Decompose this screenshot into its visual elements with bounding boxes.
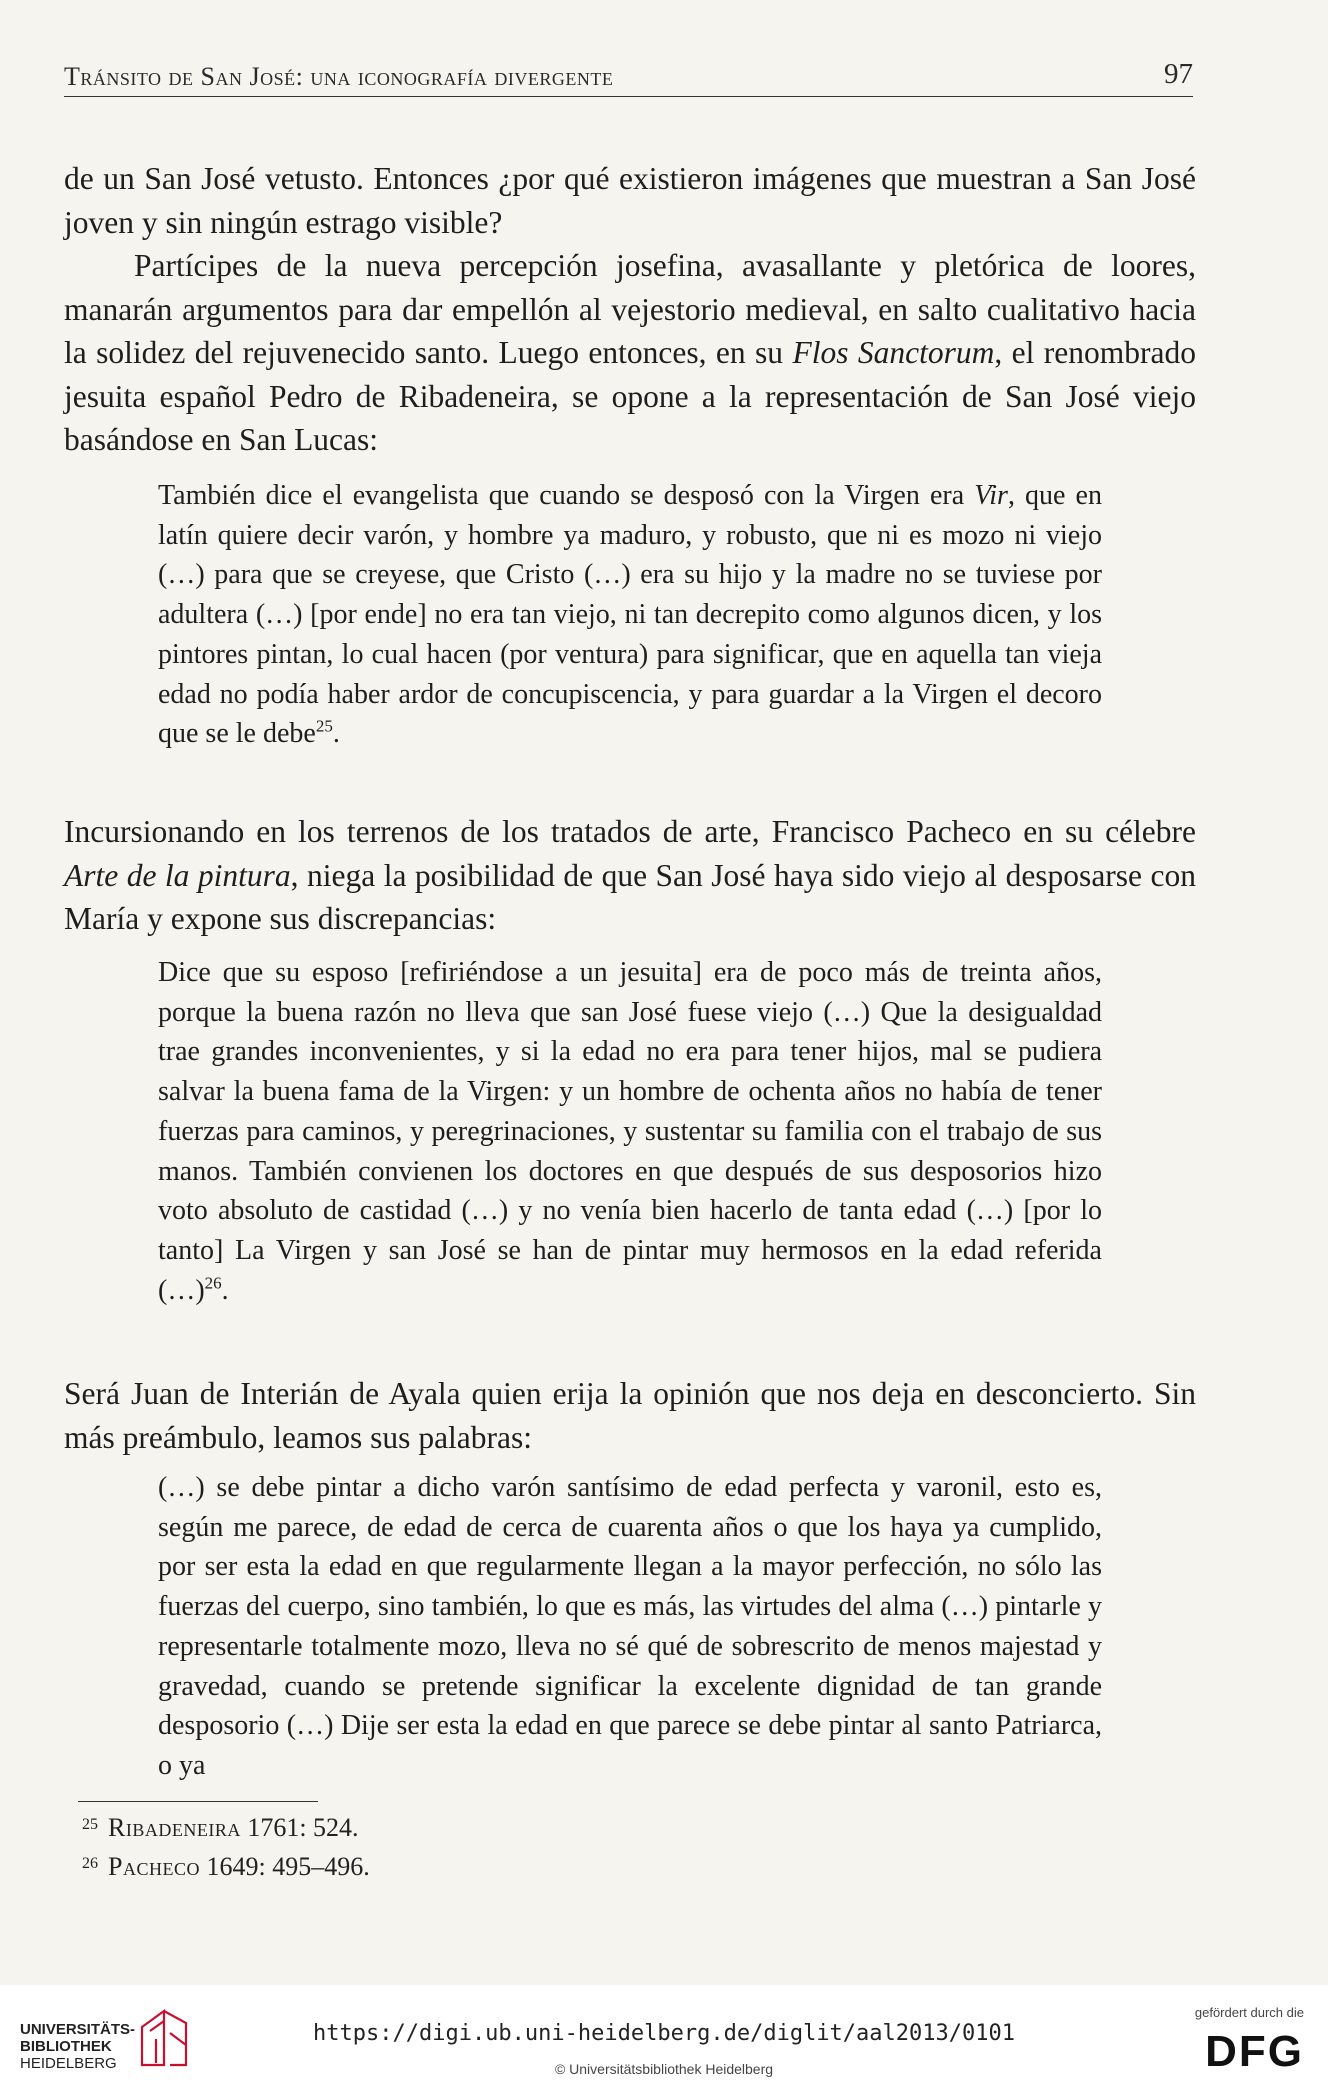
quote-1-text-c: , que en latín quiere decir varón, y hombre ya maduro, y robusto, que ni es mozo ni viejo (…) para que se creyese, que Cristo (…) era su hijo y la madre no se tuviese por adultera (…) [por ende] no era tan viejo, ni tan decrepito como algunos dicen, y los pintores pintan, lo cual hacen (por ventura) para significar, que en aquella tan vieja edad no podía haber ardor de concupiscencia, y para guardar a la Virgen el decoro que se le debe [158,480,1102,750]
footnote-reference: 1649: 495–496. [206,1852,370,1881]
paragraph-2-text-a: Partícipes de la nueva percepción josefina, avasallante y pletórica de loores, manarán argumentos para dar empellón al vejestorio medieval, en salto cualitativo hacia la solidez del rejuvenecido santo. Luego entonces, en su [64,248,1196,371]
viewer-footer [0,1985,1328,2089]
quote-1-end: . [332,718,340,750]
dfg-logo: DFG [1205,2027,1304,2076]
running-title: Tránsito de San José: una iconografía divergente [64,62,614,91]
permalink-url[interactable]: https://digi.ub.uni-heidelberg.de/diglit/aal2013/0101 [313,2021,1015,2046]
running-header [64,56,1193,97]
footnote-ref-26[interactable]: 26 [204,1273,222,1293]
page-number: 97 [1164,58,1193,90]
block-quote-3: (…) se debe pintar a dicho varón santísimo de edad perfecta y varonil, esto es, según me parece, de edad de cerca de cuarenta años o que los haya ya cumplido, por ser esta la edad en que regularmente llegan a la mayor perfección, no sólo las fuerzas del cuerpo, sino también, lo que es más, las virtudes del alma (…) pintarle y representarle totalmente mozo, lleva no sé qué de sobrescrito de menos majestad y gravedad, cuando se pretende significar la excelente dignidad de tan grande desposorio (…) Dije ser esta la edad en que parece se debe pintar al santo Patriarca, o ya [158,1472,1102,1781]
quote-1-latin-term: Vir [974,480,1008,511]
quote-1-text-a: También dice el evangelista que cuando se desposó con la Virgen era [158,480,975,511]
paragraph-3-text-c: , niega la posibilidad de que San José haya sido viejo al desposarse con María y expone sus discrepancias: [64,857,1196,937]
footnote-divider [78,1801,318,1802]
footnote-ref-25[interactable]: 25 [315,716,333,736]
paragraph-3 [64,810,1196,941]
footnote-reference: 1761: 524. [247,1813,359,1842]
library-name-line-1: UNIVERSITÄTS- [20,2021,136,2038]
paragraph-2-text-c: , el renombrado jesuita español Pedro de Ribadeneira, se opone a la representación de San José viejo basándose en San Lucas: [64,335,1196,458]
book-title-arte-de-la-pintura: Arte de la pintura [64,857,291,893]
copyright-notice: © Universitätsbibliothek Heidelberg [554,2061,774,2077]
paragraph-2 [64,244,1196,462]
paragraph-4: Será Juan de Interián de Ayala quien erija la opinión que nos deja en desconcierto. Sin más preámbulo, leamos sus palabras: [64,1376,1196,1455]
quote-2-text: Dice que su esposo [refiriéndose a un jesuita] era de poco más de treinta años, porque la buena razón no lleva que san José fuese viejo (…) Que la desigualdad trae grandes inconvenientes, y si la edad no era para tener hijos, mal se pudiera salvar la buena fama de la Virgen: y un hombre de ochenta años no había de tener fuerzas para caminos, y peregrinaciones, y sustentar su familia con el trabajo de sus manos. También convienen los doctores en que después de sus desposorios hizo voto absoluto de castidad (…) y no venía bien hacerlo de tanta edad (…) [por lo tanto] La Virgen y san José se han de pintar muy hermosos en la edad referida (…) [158,957,1102,1306]
block-quote-1 [158,476,1102,754]
footnote-25: 25 Ribadeneira 1761: 524. [82,1813,359,1842]
block-quote-2 [158,953,1102,1310]
funder-caption: gefördert durch die [1194,2005,1304,2020]
library-name-line-2: BIBLIOTHEK [20,2038,112,2055]
paragraph-3-text-a: Incursionando en los terrenos de los tratados de arte, Francisco Pacheco en su célebre [64,814,1196,849]
footnote-26: 26 Pacheco 1649: 495–496. [82,1852,370,1881]
footnote-author: Ribadeneira [108,1813,241,1842]
library-name-line-3: HEIDELBERG [20,2055,117,2072]
footnote-author: Pacheco [108,1852,200,1881]
paragraph-1: de un San José vetusto. Entonces ¿por qué existieron imágenes que muestran a San José joven y sin ningún estrago visible? [64,161,1196,240]
book-title-flos-sanctorum: Flos Sanctorum [792,335,995,371]
quote-2-end: . [221,1274,229,1306]
